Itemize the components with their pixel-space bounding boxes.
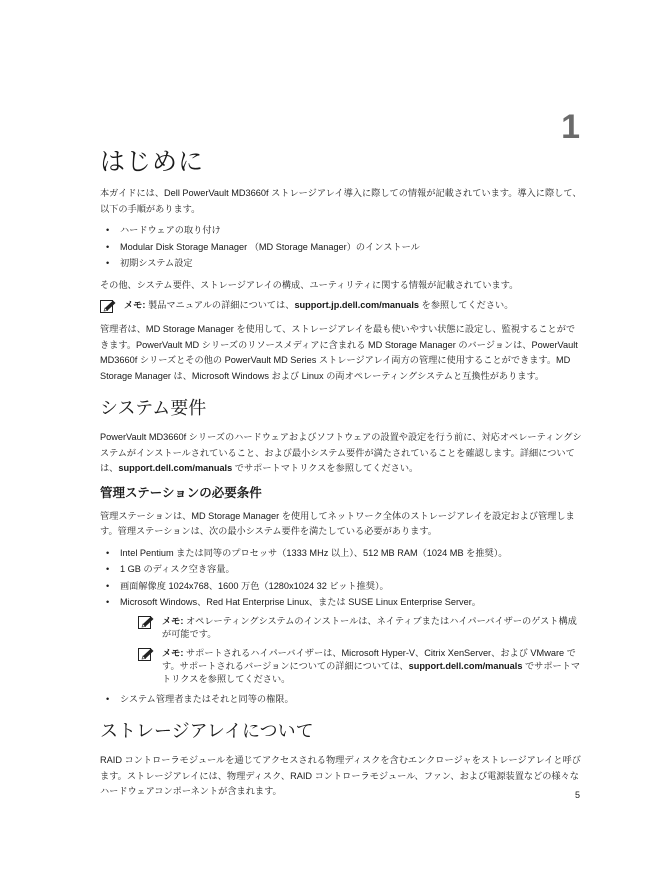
note xyxy=(138,615,582,641)
list-item: • Modular Disk Storage Manager （MD Storage Manager）のインストール xyxy=(118,240,582,256)
section-heading-about-storage: ストレージアレイについて xyxy=(100,721,314,742)
intro-paragraph-2: その他、システム要件、ストレージアレイの構成、ユーティリティに関する情報が記載されています。 xyxy=(100,279,519,290)
list-item: • 画面解像度 1024x768、1600 万色（1280x1024 32 ビット推奨）。 xyxy=(118,579,582,595)
note-body-end: を参照してください。 xyxy=(419,300,514,310)
support-link[interactable]: support.dell.com/manuals xyxy=(118,463,233,473)
page-title: はじめに xyxy=(100,147,205,176)
note-pencil-icon xyxy=(138,648,154,662)
management-station-paragraph: 管理ステーションは、MD Storage Manager を使用してネットワーク全体のストレージアレイを設定および管理します。管理ステーションは、次の最小システム要件を満たしている必要があります。 xyxy=(100,510,575,536)
page-number: 5 xyxy=(574,790,580,800)
setup-steps-list xyxy=(100,223,582,272)
support-link[interactable]: support.dell.com/manuals xyxy=(408,660,523,671)
page-content xyxy=(100,142,582,806)
list-item: • 1 GB のディスク空き容量。 xyxy=(118,562,582,578)
list-item: • 初期システム設定 xyxy=(118,256,582,272)
note-pencil-icon xyxy=(100,300,116,314)
section-heading-system-requirements: システム要件 xyxy=(100,398,207,419)
note-text: メモ: サポートされるハイパーバイザーは、Microsoft Hyper-V、Citrix XenServer、および VMware です。サポートされるバージョンについての詳細については、support.dell.com/manuals でサポートマトリクスを参照してください。 xyxy=(162,647,581,684)
note-body: 製品マニュアルの詳細については、 xyxy=(145,300,295,310)
list-item: • Microsoft Windows、Red Hat Enterprise Linux、または SUSE Linux Enterprise Server。 メモ: オペレーティングシステムのインストールは、ネイティブまたはハイパーバイザーのゲスト構成が可能です。 メモ: サポートされるハイパーバイザーは、Microsoft Hyper-V、Citrix XenServer、および VMware です。サポートされるバージョンについての詳細については、support.dell.com/manuals でサポートマトリクスを参照してください。 xyxy=(118,595,582,686)
list-item: • Intel Pentium または同等のプロセッサ（1333 MHz 以上）、512 MB RAM（1024 MB を推奨）。 xyxy=(118,546,582,562)
requirements-list xyxy=(100,546,582,708)
manuals-link[interactable]: support.jp.dell.com/manuals xyxy=(294,300,419,310)
note-label: メモ: xyxy=(124,300,146,310)
note-label: メモ: xyxy=(162,615,184,626)
intro-paragraph-3: 管理者は、MD Storage Manager を使用して、ストレージアレイを最も使いやすい状態に設定し、監視することができます。PowerVault MD シリーズのリソースメディアに含まれる MD Storage Manager のバージョンは、PowerVault MD3660f シリーズとその他の PowerVault MD Series ストレージアレイ両方の管理に使用することができます。MD Storage Manager は、Microsoft Windows および Linux の両オペレーティングシステムと互換性があります。 xyxy=(100,324,578,381)
note xyxy=(138,647,582,686)
chapter-number: 1 xyxy=(561,108,580,146)
note-pencil-icon xyxy=(138,616,154,630)
list-item: • システム管理者またはそれと同等の権限。 xyxy=(118,692,582,708)
note-text: メモ: オペレーティングシステムのインストールは、ネイティブまたはハイパーバイザーのゲスト構成が可能です。 xyxy=(162,615,577,639)
note-label: メモ: xyxy=(162,647,184,658)
about-storage-paragraph: RAID コントローラモジュールを通じてアクセスされる物理ディスクを含むエンクロージャをストレージアレイと呼びます。ストレージアレイには、物理ディスク、RAID コントローラモジュール、ファン、および電源装置などの様々なハードウェアコンポーネントが含まれます。 xyxy=(100,755,581,796)
system-requirements-paragraph: PowerVault MD3660f シリーズのハードウェアおよびソフトウェアの設置や設定を行う前に、対応オペレーティングシステムがインストールされていること、および最小システム要件が満たされていることを確認します。詳細については、support.dell.com/manuals でサポートマトリクスを参照してください。 xyxy=(100,432,582,473)
subsection-heading-management-station: 管理ステーションの必要条件 xyxy=(100,484,262,500)
list-item: • ハードウェアの取り付け xyxy=(118,223,582,239)
intro-paragraph: 本ガイドには、Dell PowerVault MD3660f ストレージアレイ導入に際しての情報が記載されています。導入に際して、以下の手順があります。 xyxy=(100,188,582,214)
note-text xyxy=(124,299,513,312)
note xyxy=(100,299,582,314)
